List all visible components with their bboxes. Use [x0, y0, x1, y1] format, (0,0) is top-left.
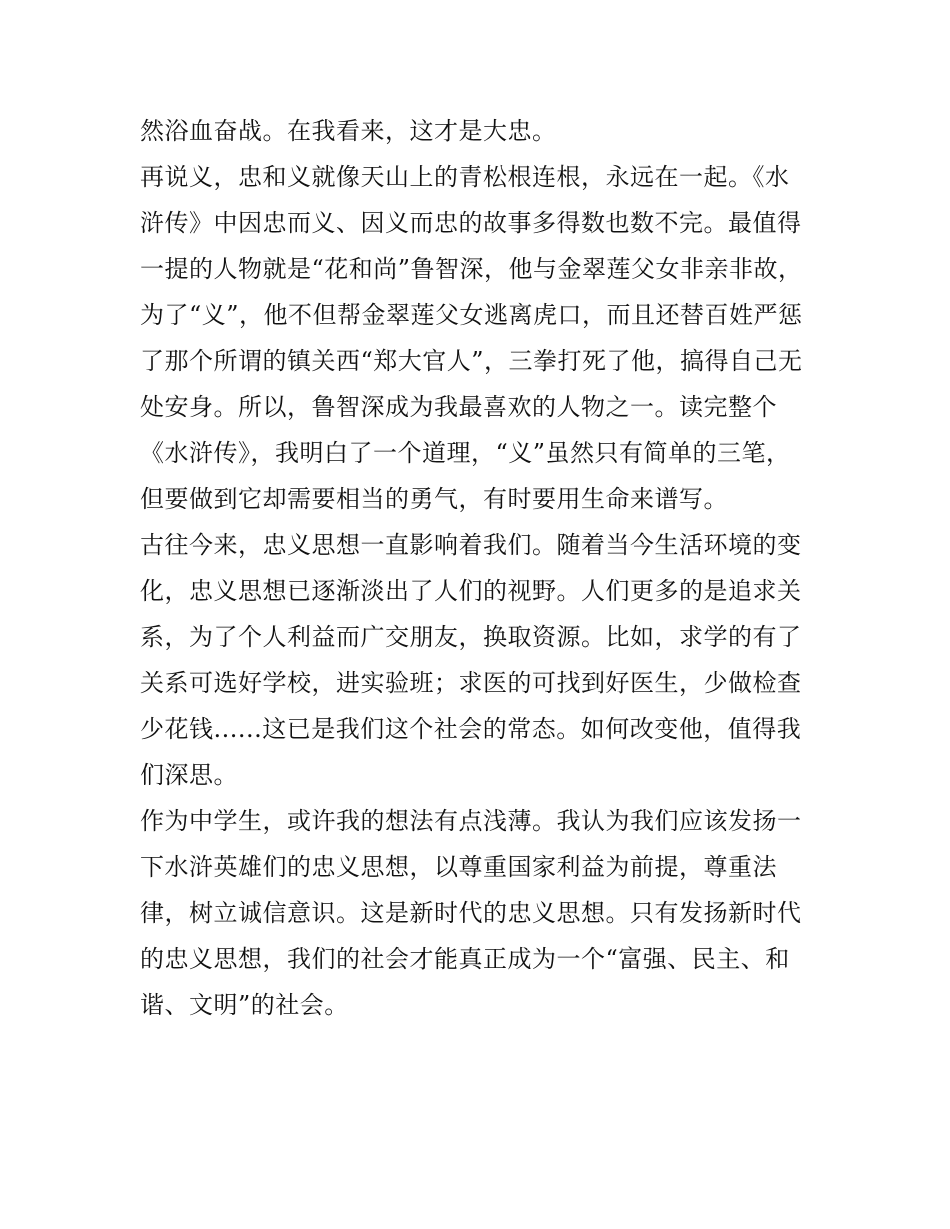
text-line: 然浴血奋战。在我看来，这才是大忠。 — [140, 117, 557, 145]
text-line: 系，为了个人利益而广交朋友，换取资源。比如，求学的有了 — [140, 623, 802, 651]
text-line: 但要做到它却需要相当的勇气，有时要用生命来谱写。 — [140, 485, 728, 513]
text-line: 再说义，忠和义就像天山上的青松根连根，永远在一起。《水 — [140, 163, 790, 191]
text-line: 为了“义”，他不但帮金翠莲父女逃离虎口，而且还替百姓严惩 — [140, 301, 803, 329]
text-line: 律，树立诚信意识。这是新时代的忠义思想。只有发扬新时代 — [140, 899, 802, 927]
text-line: 处安身。所以，鲁智深成为我最喜欢的人物之一。读完整个 — [140, 393, 777, 421]
text-line: 化，忠义思想已逐渐淡出了人们的视野。人们更多的是追求关 — [140, 577, 802, 605]
text-line: 少花钱......这已是我们这个社会的常态。如何改变他，值得我 — [140, 715, 802, 743]
text-line: 古往今来，忠义思想一直影响着我们。随着当今生活环境的变 — [140, 531, 802, 559]
text-line: 谐、文明”的社会。 — [140, 991, 349, 1019]
text-line: 关系可选好学校，进实验班；求医的可找到好医生，少做检查 — [140, 669, 802, 697]
text-line: 的忠义思想，我们的社会才能真正成为一个“富强、民主、和 — [140, 945, 790, 973]
text-line: 作为中学生，或许我的想法有点浅薄。我认为我们应该发扬一 — [140, 807, 802, 835]
text-line: 们深思。 — [140, 761, 238, 789]
text-line: 《水浒传》，我明白了一个道理，“义”虽然只有简单的三笔， — [140, 439, 791, 467]
text-line: 浒传》中因忠而义、因义而忠的故事多得数也数不完。最值得 — [140, 209, 802, 237]
text-line: 下水浒英雄们的忠义思想，以尊重国家利益为前提，尊重法 — [140, 853, 777, 881]
essay-body — [140, 108, 820, 1028]
text-line: 了那个所谓的镇关西“郑大官人”，三拳打死了他，搞得自己无 — [140, 347, 803, 375]
text-line: 一提的人物就是“花和尚”鲁智深，他与金翠莲父女非亲非故， — [140, 255, 803, 283]
